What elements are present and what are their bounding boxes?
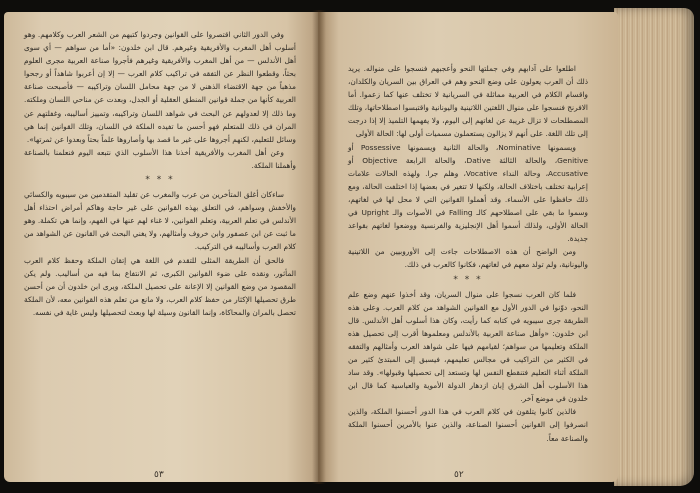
left-paragraph-1: وفي الدور الثاني اقتصروا على القوانين وجردوا كتبهم من الشعر العرب وكلامهم. وهو أسلوب أهل المغرب والأفريقية وغيرهم. قال ابن خلدون: «أما من سواهم — أي سوى أهل الأندلس — من أهل المغرب والأفريقية وغيرهم فأجروا صناعة العربية مجرى العلوم بحثاً، وقطعوا النظر عن التفقه في تراكيب كلام العرب — إلا إن أعربوا شاهداً أو رجحوا مذهباً من جهة الاقتضاء الذهني لا من جهة محامل اللسان وتراكيبه — فأصبحت صناعة العربية كأنها من جملة قوانين المنطق العقلية أو الجدل، وبعدت عن مناحي اللسان وملكته. وما ذلك إلا لعدولهم عن البحث في شواهد اللسان وتراكيبه، وتمييز أساليبه، وغفلتهم عن المران في ذلك للمتعلم فهو أحسن ما تفيده الملكة في اللسان، وتلك القوانين إنما هي وسائل للتعليم، لكنهم أجروها على غير ما قصد بها وأصاروها علماً بحتاً وبعدوا عن ثمرتها». bbox=[24, 30, 296, 144]
right-paragraph-2: ويسمونها Nominative، والحالة الثانية ويسمونها Possessive أو Genitive، والحالة الثالثة Dative، والحالة الرابعة Objective أو Accusative، وحالة النداء Vocative، وهلم جرا. ولهذه الحالات علامات إعرابية تختلف باختلاف الحالة، ولكنها لا تتغير في بعضها إذا اختلفت الحالة، ومع ذلك حافظوا على الأسماء. وقد أهملوا القوانين التي لا محل لها في لغاتهم، وسموا ما بقي على اصطلاحهم كالـ Falling في الأصوات والـ Upright في الحالة الأولى، ولذلك أسموا أهل الإنجليزية والفرنسية ووضعوا لغاتهم بقواعد جديدة. bbox=[348, 142, 589, 244]
left-page bbox=[4, 12, 318, 482]
section-divider: * * * bbox=[453, 274, 483, 285]
right-page-text bbox=[348, 62, 588, 445]
book-spine-shadow bbox=[312, 10, 326, 484]
right-page bbox=[318, 12, 618, 482]
right-paragraph-3: ومن الواضح أن هذه الاصطلاحات جاءت إلى الأوروبيين من اللاتينية واليونانية، ولم تولد معهم في لغاتهم، فكانوا كالعرب في ذلك. bbox=[348, 247, 588, 270]
left-paragraph-4: فالحق أن الطريقة المثلى للتقدم في اللغة هي إتقان الملكة وحفظ كلام العرب المأثور، ونقده على ضوء القوانين الكبرى، ثم الانتفاع بما فيه من أساليب. ولم يكن المقصود من وضع القوانين إلا الإعانة على تحصيل الملكة، ويرى ابن خلدون أن من أحسن طرق تحصيلها الإكثار من حفظ كلام العرب، ولا مانع من تعلم هذه القوانين معه، لأن الملكة تحصل بالمران والمحاكاة، وإنما القانون وسيلة لها وبعث لتحصيلها وليس غاية في نفسه. bbox=[24, 255, 296, 317]
left-page-number: ٥٣ bbox=[154, 470, 164, 480]
section-divider: * * * bbox=[145, 175, 175, 186]
right-page-number: ٥٢ bbox=[454, 470, 464, 480]
page-edges bbox=[614, 8, 694, 486]
right-paragraph-4: فلما كان العرب نسجوا على منوال السريان، وقد أخذوا عنهم وضع علم النحو، دوّنوا في الدور الأول مع القوانين الشواهد من كلام العرب. وعلى هذه الطريقة جرى سيبويه في كتابه كما رأيت، وكان هذا أسلوب أهل الأندلس. قال ابن خلدون: «وأهل صناعة العربية بالأندلس ومعلموها أقرب إلى تحصيل هذه الملكة وتعليمها من سواهم؛ لقيامهم فيها على شواهد العرب وأمثالهم والتفقه في الكثير من التراكيب في مجالس تعليمهم، فيسبق إلى المبتدئ كثير من الملكة أثناء التعليم فتنقطع النفس لها وتستعد إلى تحصيلها وقبولها». وقد ساد هذا الأسلوب أهل الشرق إبان ازدهار الدولة الأموية والعباسية كما قال ابن خلدون في موضع آخر. bbox=[348, 289, 588, 404]
right-paragraph-5: فالذين كانوا يتلقون في كلام العرب في هذا الدور أحسنوا الملكة، والذين انصرفوا إلى القوانين أحسنوا الصناعة، والذين عنوا بالأمرين أحسنوا الملكة والصناعة معاً. bbox=[348, 407, 588, 443]
left-paragraph-3: ساءكان أغلق المتأخرين من عرب والمغرب عن تقليد المتقدمين من سيبويه والكسائي والأخفش وسواهم، في التعلق بهذه القوانين على غير حاجة وهاكم أمراض احتذاء أهل الأندلس في تعلم العربية، وتعلم القوانين، لا غناء لهم عنها في الفهم، وإنما هي تكملة. وهو ما ثبت عن ابن عصفور وابن خروف وأمثالهم، ولا يغني البحث في القانون عن الشواهد من كلام العرب وأساليبه في التركيب. bbox=[24, 190, 296, 252]
left-page-text bbox=[24, 28, 296, 319]
right-paragraph-1: اطلعوا على آدابهم وفي جملتها النحو وأعجبهم فنسجوا على منواله. يريد ذلك أن العرب يعولون على وضع النحو وهم في العراق بين السريان والكلدان، واقسام الكلام في العربية مماثلة في السريانية لا تختلف عنها كما زعموا. أما الافرنج فنسجوا على منوال اللغتين اللاتينية واليونانية واقتبسوا اصطلاحاتها، وتلك المصطلحات لا تزال غريبة عن لغاتهم إلى اليوم، ولا يفهمها التلميذ إلا إذا درجت إلى تلك اللغة. على أنهم لا يزالون يستعملون مسميات أولى لها: الحالة الأولى bbox=[348, 64, 588, 139]
left-paragraph-2: وعن أهل المغرب والأفريقية أخذنا هذا الأسلوب الذي نتبعه اليوم فنعلمنا بالصناعة وأهملنا الملكة. bbox=[24, 147, 296, 170]
